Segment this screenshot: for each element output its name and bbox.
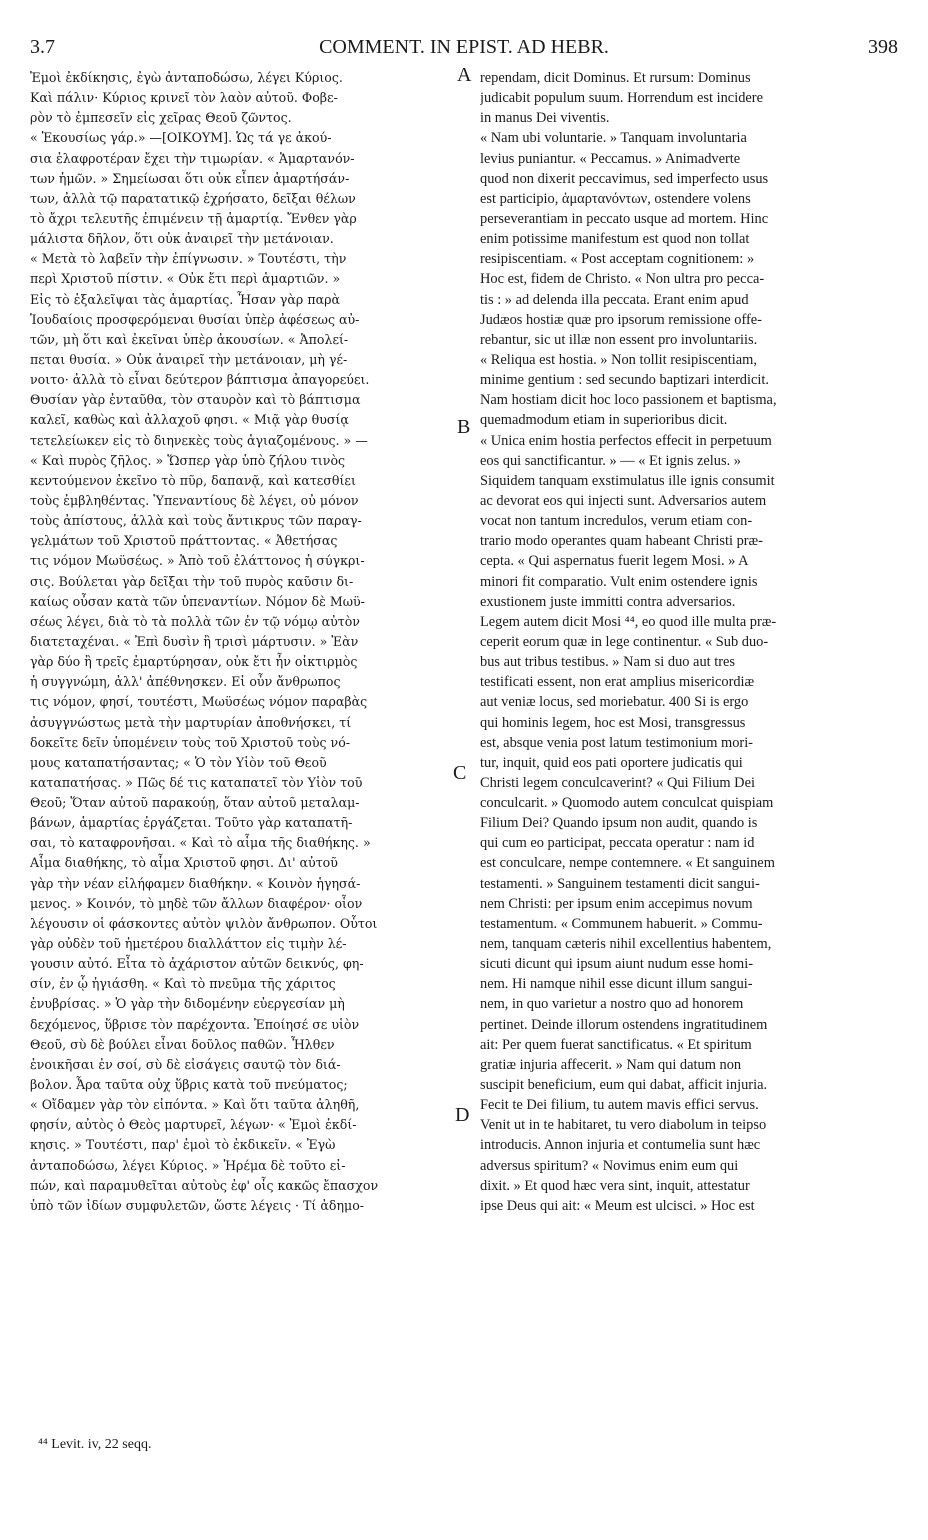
greek-text-line: πεται θυσία. » Οὐκ ἀναιρεῖ τὴν μετάνοιαν, μὴ γέ- xyxy=(30,351,348,367)
greek-text-line: φησίν, αὐτὸς ὁ Θεὸς μαρτυρεῖ, λέγων· « Ἐμοὶ ἐκδί- xyxy=(30,1117,357,1133)
greek-text-line: ἀνταποδώσω, λέγει Κύριος. » Ἠρέμα δὲ τοῦτο εἰ- xyxy=(30,1157,346,1173)
greek-text-line: μενος. » Κοινόν, τὸ μηδὲ τῶν ἄλλων διαφέρον· οἷον xyxy=(30,895,363,911)
greek-text-line: σια ἐλαφροτέραν ἔχει τὴν τιμωρίαν. « Ἁμαρτανόν- xyxy=(30,150,355,166)
latin-text-line: qui hominis legem, hoc est Mosi, transgressus xyxy=(480,714,746,731)
latin-text-line: trario modo operantes quam habeant Christi præ- xyxy=(480,533,763,550)
greek-text-line: τὸ ἄχρι τελευτῆς ἐπιμένειν τῇ ἁμαρτίᾳ. Ἔνθεν γὰρ xyxy=(30,210,357,226)
latin-text-line: cepta. « Qui aspernatus fuerit legem Mosi. » A xyxy=(480,553,749,570)
margin-letter-b: B xyxy=(457,416,471,438)
latin-text-line: testamenti. » Sanguinem testamenti dicit sangui- xyxy=(480,875,760,892)
greek-text-line: Θυσίαν γὰρ ἐνταῦθα, τὸν σταυρὸν καὶ τὸ βάπτισμα xyxy=(30,392,361,408)
latin-text-line: minime gentium : sed secundo baptizari interdicit. xyxy=(480,372,769,389)
greek-text-line: « Μετὰ τὸ λαβεῖν τὴν ἐπίγνωσιν. » Τουτέστι, τὴν xyxy=(30,251,347,267)
latin-text-line: eos qui sanctificantur. » — « Et ignis zelus. » xyxy=(480,452,741,469)
greek-text-line: βολον. Ἆρα ταῦτα οὐχ ὕβρις κατὰ τοῦ πνεύματος; xyxy=(30,1077,348,1093)
greek-text-line: περὶ Χριστοῦ πίστιν. « Οὐκ ἔτι περὶ ἁμαρτιῶν. » xyxy=(30,271,341,287)
greek-text-line: νοιτο· ἀλλὰ τὸ εἶναι δεύτερον βάπτισμα ἀπαγορεύει. xyxy=(30,372,370,388)
latin-text-line: conculcarit. » Quomodo autem conculcat quispiam xyxy=(480,795,774,812)
greek-text-line: γὰρ οὐδὲν τοῦ ἡμετέρου διαλλάττον εἰς τιμὴν λέ- xyxy=(30,936,347,952)
greek-text-line: σέως λέγει, διὰ τὸ τὰ πολλὰ τῶν ἐν τῷ νόμῳ αὐτὸν xyxy=(30,613,360,629)
latin-text-line: introducis. Annon injuria et contumelia sunt hæc xyxy=(480,1137,761,1154)
running-title: COMMENT. IN EPIST. AD HEBR. xyxy=(319,36,609,58)
latin-text-line: « Reliqua est hostia. » Non tollit resipiscentiam, xyxy=(480,351,757,368)
greek-text-line: ἐνυβρίσας. » Ὁ γὰρ τὴν διδομένην εὐεργεσίαν μὴ xyxy=(30,996,345,1012)
latin-text-line: rependam, dicit Dominus. Et rursum: Dominus xyxy=(480,70,751,86)
greek-text-line: ἐνοικῆσαι ἐν σοί, σὺ δὲ εἰσάγεις σαυτῷ τὸν διά- xyxy=(30,1056,341,1072)
latin-text-line: levius puniantur. « Peccamus. » Animadverte xyxy=(480,150,741,167)
latin-text-line: gratiæ injuria affecerit. » Nam qui datum non xyxy=(480,1056,742,1073)
latin-text-line: nem Christi: per ipsum enim accepimus novum xyxy=(480,895,753,912)
latin-text-line: ceperit eorum quæ in lege continentur. « Sub duo- xyxy=(480,633,769,650)
latin-text-line: aut veniæ locus, sed moriebatur. 400 Si is ergo xyxy=(480,694,749,711)
greek-text-line: γουσιν αὐτό. Εἶτα τὸ ἀχάριστον αὐτῶν δεικνύς, φη- xyxy=(30,956,364,972)
latin-text-line: enim potissime manifestum est quod non tollat xyxy=(480,231,750,248)
greek-text-line: βάνων, ἁμαρτίας ἐργάζεται. Τοῦτο γὰρ καταπατῆ- xyxy=(30,815,353,831)
latin-text-line: nem, tanquam cæteris nihil excellentius habentem, xyxy=(480,936,772,953)
latin-text-line: « Nam ubi voluntarie. » Tanquam involuntaria xyxy=(480,130,747,147)
greek-text-line: καλεῖ, καθὼς καὶ ἀλλαχοῦ φησι. « Μιᾷ γὰρ θυσίᾳ xyxy=(30,412,349,428)
greek-text-line: τῶν, μὴ ὅτι καὶ ἐκεῖναι ὑπὲρ ἀκουσίων. « Ἀπολεί- xyxy=(30,331,349,347)
latin-text-line: perseverantiam in peccato usque ad mortem. Hinc xyxy=(480,210,769,227)
greek-text-line: τετελείωκεν εἰς τὸ διηνεκὲς τοὺς ἁγιαζομένους. » — xyxy=(30,432,368,448)
greek-text-line: Ἐμοὶ ἐκδίκησις, ἐγὼ ἀνταποδώσω, λέγει Κύριος. xyxy=(30,70,343,85)
latin-text-line: Nam hostiam dicit hoc loco passionem et baptisma, xyxy=(480,392,777,409)
footnote: ⁴⁴ Levit. iv, 22 seqq. xyxy=(38,1437,152,1452)
margin-letter-a: A xyxy=(457,64,472,86)
margin-letter-c: C xyxy=(453,762,467,784)
latin-text-line: Fecit te Dei filium, tu autem mavis effici servus. xyxy=(480,1097,759,1114)
greek-text-line: των ἡμῶν. » Σημείωσαι ὅτι οὐκ εἶπεν ἁμαρτήσάν- xyxy=(30,170,350,186)
page-header xyxy=(30,36,898,66)
latin-text-line: bus aut tribus testibus. » Nam si duo aut tres xyxy=(480,654,736,671)
latin-text-line: exustionem juste immitti contra adversarios. xyxy=(480,593,736,610)
latin-text-line: quemadmodum etiam in superioribus dicit. xyxy=(480,412,728,429)
greek-text-line: των, ἀλλὰ τῷ παρατατικῷ ἐχρήσατο, δεῖξαι θέλων xyxy=(30,190,356,206)
page-number-right: 398 xyxy=(868,36,898,58)
greek-text-line: σίν, ἐν ᾧ ἡγιάσθη. « Καὶ τὸ πνεῦμα τῆς χάριτος xyxy=(30,976,336,992)
greek-text-line: ὑπὸ τῶν ἰδίων συμφυλετῶν, ὥστε λέγεις · Τί ἀδημο- xyxy=(30,1197,365,1213)
latin-text-line: tis : » ad delenda illa peccata. Erant enim apud xyxy=(480,291,749,308)
greek-text-line: Αἷμα διαθήκης, τὸ αἷμα Χριστοῦ φησι. Δι' αὐτοῦ xyxy=(30,855,338,871)
latin-text-line: adversus spiritum? « Novimus enim eum qui xyxy=(480,1157,739,1174)
latin-column xyxy=(480,68,894,1216)
latin-text-line: in manus Dei viventis. xyxy=(480,110,610,127)
greek-text-line: « Καὶ πυρὸς ζῆλος. » Ὥσπερ γὰρ ὑπὸ ζήλου τινὸς xyxy=(30,452,346,468)
greek-text-line: σαι, τὸ καταφρονῆσαι. « Καὶ τὸ αἷμα τῆς διαθήκης. » xyxy=(30,835,371,851)
greek-text-line: μάλιστα δῆλον, ὅτι οὐκ ἀναιρεῖ τὴν μετάνοιαν. xyxy=(30,231,334,247)
latin-text-line: testificati essent, non erat amplius misericordiæ xyxy=(480,674,755,691)
greek-text-line: διατεταχέναι. « Ἐπὶ δυσὶν ἢ τρισὶ μάρτυσιν. » Ἐὰν xyxy=(30,633,359,649)
greek-text-line: δοκεῖτε δεῖν ὑπομένειν τοὺς τοῦ Χριστοῦ τοὺς νό- xyxy=(30,734,351,750)
latin-text-line: dixit. » Et quod hæc vera sint, inquit, attestatur xyxy=(480,1177,750,1194)
latin-text-line: Filium Dei? Quando ipsum non audit, quando is xyxy=(480,815,758,832)
greek-text-line: τις νόμον, φησί, τουτέστι, Μωϋσέως νόμον παραβὰς xyxy=(30,694,368,710)
latin-text-line: suscipit beneficium, eum qui dabat, afficit injuria. xyxy=(480,1077,768,1094)
latin-text-line: rebantur, sic ut illæ non essent pro involuntariis. xyxy=(480,331,758,348)
greek-text-line: Θεοῦ, σὺ δὲ βούλει εἶναι δοῦλος παθῶν. Ἦλθεν xyxy=(30,1036,335,1052)
margin-letter-d: D xyxy=(455,1104,470,1126)
greek-text-line: δεχόμενος, ὕβρισε τὸν παρέχοντα. Ἐποίησέ σε υἱὸν xyxy=(30,1016,360,1032)
greek-text-line: κεντούμενον ἐκεῖνο τὸ πῦρ, δαπανᾷ, καὶ κατεσθίει xyxy=(30,472,356,488)
greek-text-line: Ἰουδαίοις προσφερόμεναι θυσίαι ὑπὲρ ἀφέσεως αὐ- xyxy=(30,311,360,327)
latin-text-line: Venit ut in te habitaret, tu vero diabolum in teipso xyxy=(480,1117,767,1134)
latin-text-line: quod non dixerit peccavimus, sed imperfecto usus xyxy=(480,170,769,187)
greek-text-line: λέγουσιν οἱ φάσκοντες αὐτὸν ψιλὸν ἄνθρωπον. Οὗτοι xyxy=(30,915,378,931)
latin-text-line: Siquidem tanquam exstimulatus ille ignis consumit xyxy=(480,472,775,489)
latin-text-line: ait: Per quem fuerat sanctificatus. « Et spiritum xyxy=(480,1036,752,1053)
greek-text-line: γὰρ δύο ἢ τρεῖς ἐμαρτύρησαν, οὐκ ἔτι ἦν οἰκτιρμὸς xyxy=(30,654,358,670)
latin-text-line: minori fit comparatio. Vult enim ostendere ignis xyxy=(480,573,758,590)
latin-text-line: ipse Deus qui ait: « Meum est ulcisci. » Hoc est xyxy=(480,1197,755,1214)
greek-text-line: γὰρ τὴν νέαν εἰλήφαμεν διαθήκην. « Κοινὸν ἡγησά- xyxy=(30,875,361,891)
greek-text-line: τοὺς ἐμβληθέντας. Ὑπεναντίους δὲ λέγει, οὐ μόνον xyxy=(30,492,359,508)
latin-text-line: vocat non tantum incredulos, verum etiam con- xyxy=(480,513,753,530)
greek-column xyxy=(30,68,470,1216)
latin-text-line: nem, in quo varietur a nostro quo ad honorem xyxy=(480,996,744,1013)
latin-text-line: est participio, ἁμαρτανόντων, ostendere volens xyxy=(480,190,751,207)
greek-text-line: μους καταπατήσαντας; « Ὁ τὸν Υἱὸν τοῦ Θεοῦ xyxy=(30,754,327,770)
latin-text-line: Christi legem conculcaverint? « Qui Filium Dei xyxy=(480,774,755,791)
greek-text-line: γελμάτων τοῦ Χριστοῦ πράττοντας. « Ἀθετήσας xyxy=(30,533,338,549)
greek-text-line: ἀσυγγνώστως μετὰ τὴν μαρτυρίαν ἀποθνήσκει, τί xyxy=(30,714,352,730)
latin-text-line: est conculcare, nempe contemnere. « Et sanguinem xyxy=(480,855,775,872)
page-number-left: 3.7 xyxy=(30,36,55,58)
latin-text-line: judicabit populum suum. Horrendum est incidere xyxy=(480,90,763,107)
greek-text-line: « Οἴδαμεν γὰρ τὸν εἰπόντα. » Καὶ ὅτι ταῦτα ἀληθῆ, xyxy=(30,1097,360,1113)
greek-text-line: Καὶ πάλιν· Κύριος κρινεῖ τὸν λαὸν αὐτοῦ. Φοβε- xyxy=(30,90,338,106)
greek-text-line: Θεοῦ; Ὅταν αὐτοῦ παρακούῃ, ὅταν αὐτοῦ μεταλαμ- xyxy=(30,795,360,811)
latin-text-line: Legem autem dicit Mosi ⁴⁴, eo quod ille multa præ- xyxy=(480,613,777,630)
greek-text-line: ρὸν τὸ ἐμπεσεῖν εἰς χεῖρας Θεοῦ ζῶντος. xyxy=(30,110,292,126)
greek-text-line: τοὺς ἀπίστους, ἀλλὰ καὶ τοὺς ἄντικρυς τῶν παραγ- xyxy=(30,513,362,529)
greek-text-line: σις. Βούλεται γὰρ δεῖξαι τὴν τοῦ πυρὸς καῦσιν δι- xyxy=(30,573,354,589)
greek-text-line: κησις. » Τουτέστι, παρ' ἐμοὶ τὸ ἐκδικεῖν. « Ἐγὼ xyxy=(30,1137,336,1153)
latin-text-line: est, absque venia post latum testimonium mori- xyxy=(480,734,753,751)
latin-text-line: qui cum eo participat, peccata operatur : nam id xyxy=(480,835,755,852)
greek-text-line: Εἰς τὸ ἐξαλεῖψαι τὰς ἁμαρτίας. Ἦσαν γὰρ παρὰ xyxy=(30,291,341,307)
latin-text-line: nem. Hi namque nihil esse dicunt illum sangui- xyxy=(480,976,753,993)
latin-text-line: Hoc est, fidem de Christo. « Non ultra pro pecca- xyxy=(480,271,765,288)
latin-text-line: testamentum. « Communem habuerit. » Commu- xyxy=(480,915,763,932)
greek-text-line: καίως οὖσαν κατὰ τῶν ὑπεναντίων. Νόμον δὲ Μωϋ- xyxy=(30,593,365,609)
latin-text-line: « Unica enim hostia perfectos effecit in perpetuum xyxy=(480,432,772,449)
latin-text-line: ac devorat eos qui injecti sunt. Adversarios autem xyxy=(480,492,767,509)
greek-text-line: πών, καὶ παραμυθεῖται αὐτοὺς ἐφ' οἷς κακῶς ἔπασχον xyxy=(30,1177,379,1193)
latin-text-line: Judæos hostiæ quæ pro ipsorum remissione offe- xyxy=(480,311,762,328)
greek-text-line: ἡ συγγνώμη, ἀλλ' ἀπέθνησκεν. Εἰ οὖν ἄνθρωπος xyxy=(30,674,341,690)
greek-text-line: τις νόμον Μωϋσέως. » Ἀπὸ τοῦ ἐλάττονος ἡ σύγκρι- xyxy=(30,553,365,569)
greek-text-line: καταπατήσας. » Πῶς δέ τις καταπατεῖ τὸν Υἱὸν τοῦ xyxy=(30,774,363,790)
latin-text-line: pertinet. Deinde illorum ostendens ingratitudinem xyxy=(480,1016,768,1033)
latin-text-line: resipiscentiam. « Post acceptam cognitionem: » xyxy=(480,251,755,268)
greek-text-line: « Ἑκουσίως γάρ.» —[ΟΙΚΟΥΜ]. Ὡς τά γε ἀκού- xyxy=(30,130,332,146)
latin-text-line: tur, inquit, quid eos pati oportere judicatis qui xyxy=(480,754,743,771)
latin-text-line: sicuti dicunt qui ipsum aiunt nudum esse homi- xyxy=(480,956,754,973)
